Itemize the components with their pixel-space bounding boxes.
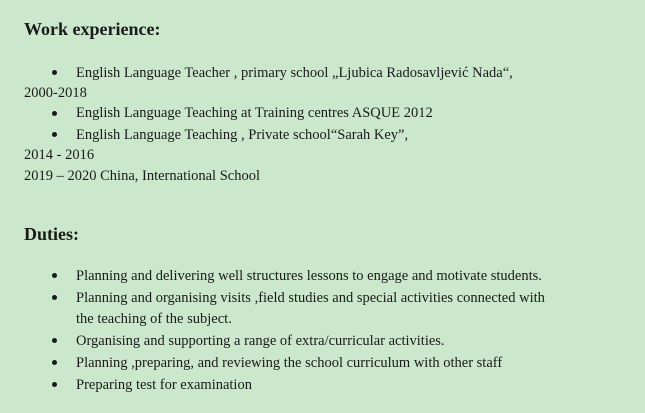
work-experience-heading: Work experience:: [24, 19, 161, 39]
work-item-1-text: English Language Teacher , primary school „Ljubica Radosavljević Nada“,: [76, 65, 513, 81]
duty-item-2-line2: the teaching of the subject.: [76, 311, 232, 327]
bullet-icon: [52, 382, 57, 387]
work-item-3-china: 2019 – 2020 China, International School: [24, 168, 260, 184]
bullet-icon: [52, 360, 57, 365]
duty-item-1: Planning and delivering well structures lessons to engage and motivate students.: [76, 268, 542, 284]
work-item-2-text: English Language Teaching at Training centres ASQUE 2012: [76, 105, 433, 121]
bullet-icon: [52, 70, 57, 75]
bullet-icon: [52, 295, 57, 300]
work-item-3-dates: 2014 - 2016: [24, 147, 95, 163]
bullet-icon: [52, 273, 57, 278]
work-item-3-text: English Language Teaching , Private school“Sarah Key”,: [76, 127, 409, 143]
duty-item-3: Organising and supporting a range of extra/curricular activities.: [76, 333, 445, 349]
duty-item-4: Planning ,preparing, and reviewing the school curriculum with other staff: [76, 355, 503, 371]
duty-item-5: Preparing test for examination: [76, 377, 252, 393]
duties-heading: Duties:: [24, 224, 79, 244]
bullet-icon: [52, 132, 57, 137]
bullet-icon: [52, 338, 57, 343]
work-item-1-dates: 2000-2018: [24, 85, 87, 101]
duty-item-2-line1: Planning and organising visits ,field studies and special activities connected with: [76, 290, 545, 306]
bullet-icon: [52, 111, 57, 116]
